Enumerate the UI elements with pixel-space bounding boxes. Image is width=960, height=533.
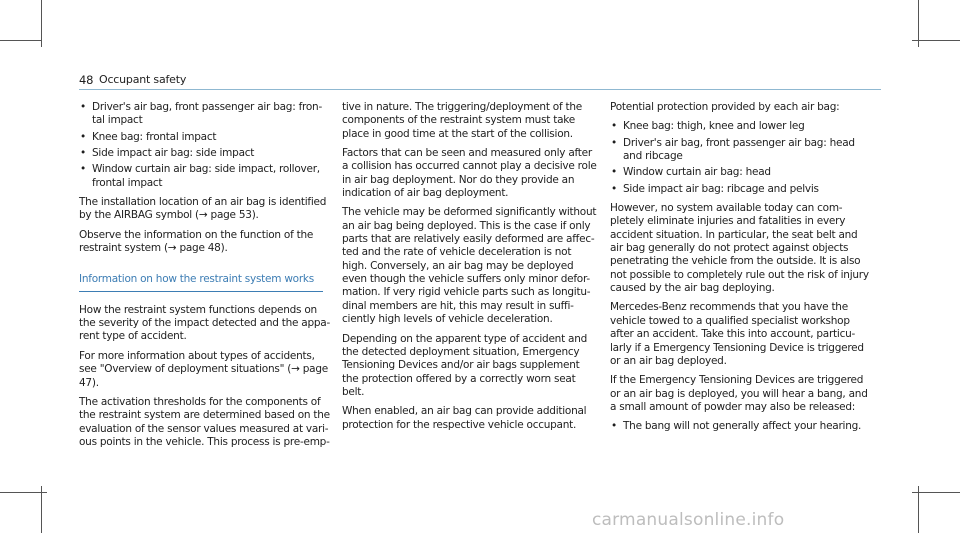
list-item: • Driver's air bag, front passenger air bag: head and ribcage [610, 137, 872, 164]
paragraph: If the Emergency Tensioning Devices are triggered or an air bag is deployed, you will hear a bang, and a small amount of powder may also be released: [610, 374, 868, 413]
crop-mark [41, 0, 42, 47]
list-item: • Knee bag: thigh, knee and lower leg [610, 120, 872, 133]
column-1 [79, 101, 335, 455]
list-item: • Window curtain air bag: side impact, rollover, frontal impact [79, 163, 335, 190]
paragraph: Depending on the apparent type of accident and the detected deployment situation, Emergency Tensioning Devices and/or air bags supplement the protection offered by a correctly worn seat belt. [342, 332, 588, 398]
paragraph: For more information about types of accidents, see "Overview of deployment situations" (→ page 47). [79, 349, 328, 389]
crop-mark [912, 40, 960, 41]
list-item: • Window curtain air bag: head [610, 166, 872, 179]
crop-mark [912, 492, 960, 493]
paragraph: Potential protection provided by each air bag: [610, 101, 840, 113]
paragraph: The activation thresholds for the components of the restraint system are determined based on the evaluation of the sensor values measured at vari- ous points in the vehicle. This process is pre-emp- [79, 395, 330, 448]
section-title: Occupant safety [99, 73, 187, 86]
crop-mark [41, 486, 42, 533]
crop-mark [918, 486, 919, 533]
paragraph: When enabled, an air bag can provide additional protection for the respective vehicle occupant. [342, 405, 587, 431]
column-3 [610, 101, 872, 440]
paragraph: Observe the information on the function of the restraint system (→ page 48). [79, 228, 314, 255]
list-item: • Knee bag: frontal impact [79, 131, 335, 144]
paragraph: The vehicle may be deformed significantly without an air bag being deployed. This is the case if only parts that are relatively easily deformed are affec- ted and the rate of vehicle deceleration is not high. Conversely, an air bag may be deployed even though the vehicle suffers only minor defor- mation. If very rigid vehicle parts such as longitu- dinal members are hit, this may result in suffi- ciently high levels of vehicle deceleration. [342, 206, 597, 326]
list-item: • Driver's air bag, front passenger air bag: fron- tal impact [79, 101, 335, 128]
paragraph: Factors that can be seen and measured only after a collision has occurred cannot play a decisive role in air bag deployment. Nor do they provide an indication of air bag deployment. [342, 147, 597, 200]
page-number: 48 [79, 73, 94, 87]
paragraph: How the restraint system functions depends on the severity of the impact detected and the appa- rent type of accident. [79, 303, 331, 343]
header-rule [79, 89, 881, 90]
bang-list [610, 420, 872, 433]
paragraph: Mercedes-Benz recommends that you have the vehicle towed to a qualified specialist workshop after an accident. Take this into account, particu- larly if a Emergency Tensioning Device is triggered or an air bag deployed. [610, 301, 864, 367]
crop-mark [0, 492, 47, 493]
protection-list [610, 120, 872, 196]
watermark: carmanualsonline.info [592, 510, 785, 530]
section-heading: Information on how the restraint system works [79, 273, 323, 291]
airbag-impact-list [79, 101, 335, 190]
list-item: • Side impact air bag: ribcage and pelvis [610, 183, 872, 196]
list-item: • Side impact air bag: side impact [79, 147, 335, 160]
list-item: • The bang will not generally affect your hearing. [610, 420, 872, 433]
paragraph: The installation location of an air bag is identified by the AIRBAG symbol (→ page 53). [79, 196, 327, 222]
paragraph: However, no system available today can com- pletely eliminate injuries and fatalities in every accident situation. In particular, the seat belt and air bag generally do not protect against objects penetrating the vehicle from the outside. It is also not possible to completely rule out the risk of injury caused by the air bag deploying. [610, 202, 869, 295]
crop-mark [0, 40, 41, 41]
paragraph: tive in nature. The triggering/deployment of the components of the restraint system must take place in good time at the start of the collision. [342, 101, 582, 140]
column-2 [342, 101, 598, 438]
